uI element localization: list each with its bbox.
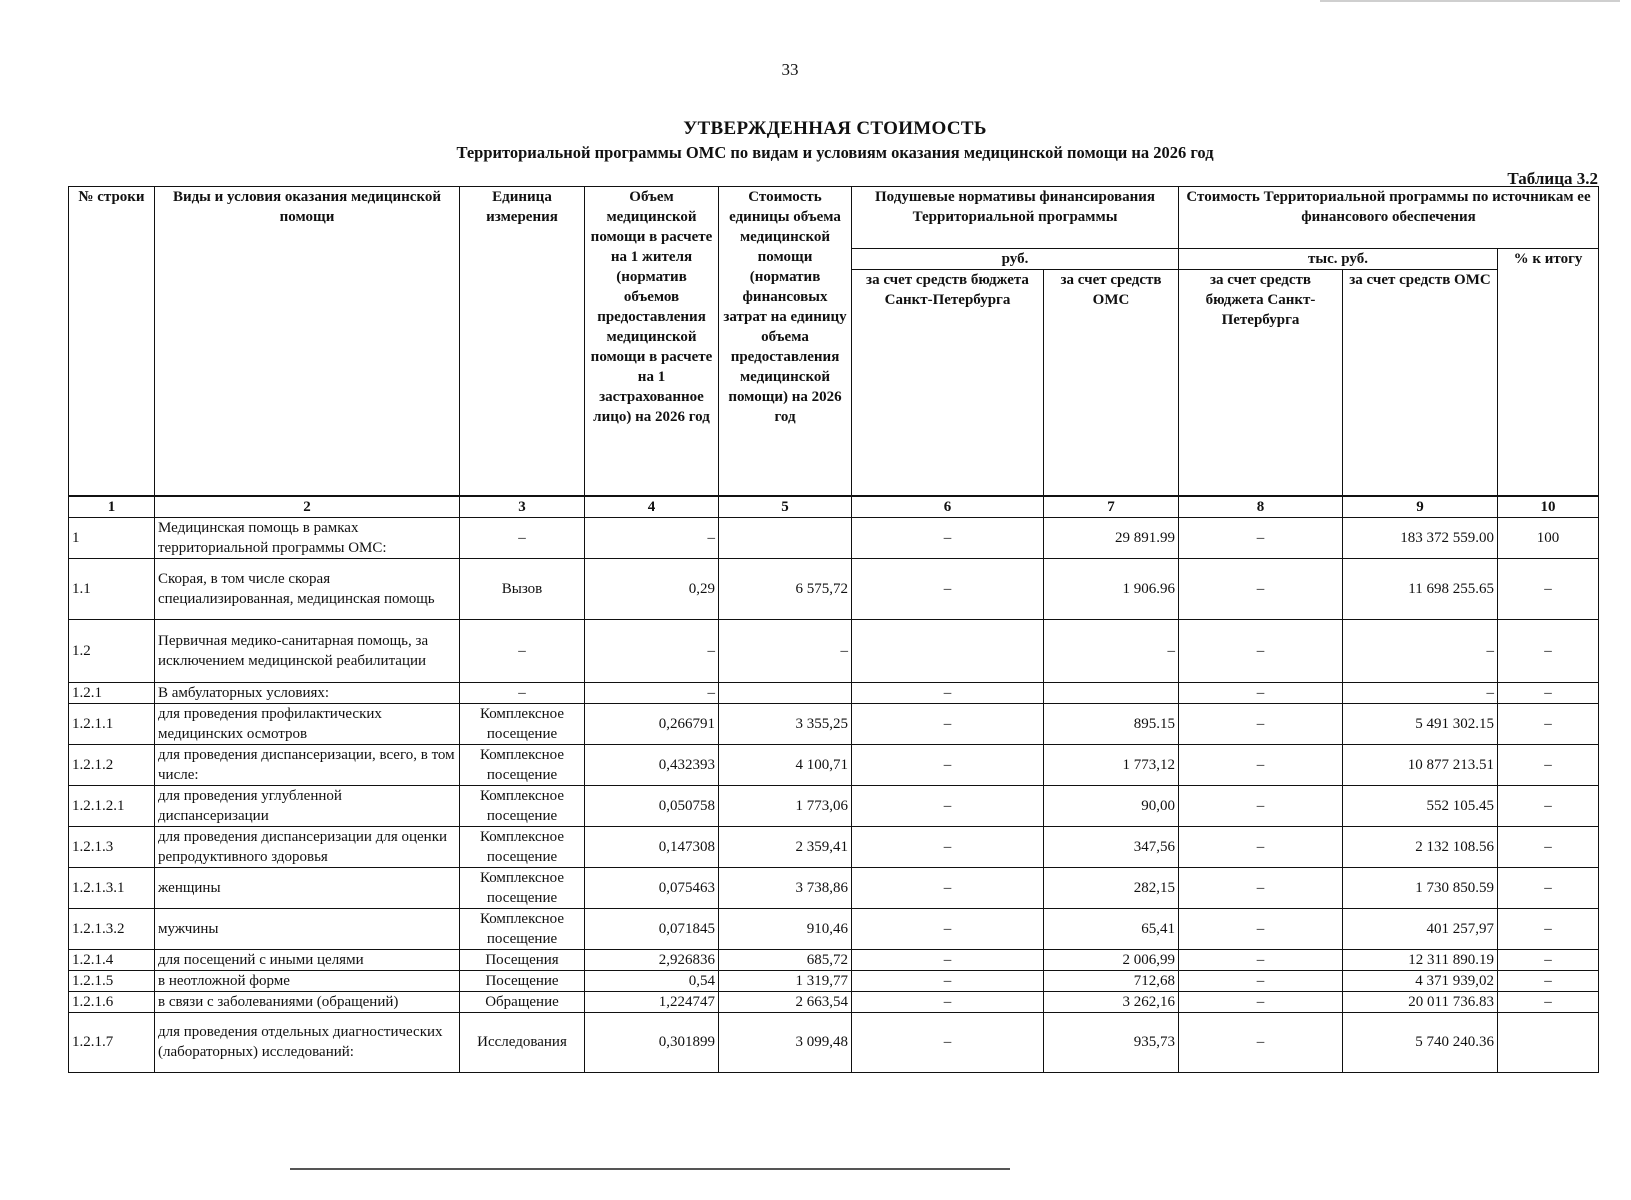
scan-edge-top	[1320, 0, 1620, 2]
row-unit: Посещения	[460, 949, 585, 970]
row-cost-budget: –	[1179, 867, 1343, 908]
row-unit-cost: 2 359,41	[719, 826, 852, 867]
row-cost-budget: –	[1179, 970, 1343, 991]
row-percent: –	[1498, 744, 1599, 785]
row-unit: Комплексное посещение	[460, 785, 585, 826]
row-volume: 0,432393	[585, 744, 719, 785]
row-per-capita-oms: 895.15	[1044, 703, 1179, 744]
row-unit: Комплексное посещение	[460, 908, 585, 949]
column-number: 9	[1343, 496, 1498, 518]
row-per-capita-oms: 935,73	[1044, 1012, 1179, 1072]
row-unit-cost: 3 099,48	[719, 1012, 852, 1072]
row-unit-cost: 4 100,71	[719, 744, 852, 785]
row-number: 1.2.1.2.1	[69, 785, 155, 826]
row-volume: 0,071845	[585, 908, 719, 949]
row-percent: –	[1498, 867, 1599, 908]
row-percent: –	[1498, 826, 1599, 867]
row-unit-cost: 1 319,77	[719, 970, 852, 991]
row-volume: 0,266791	[585, 703, 719, 744]
column-number: 3	[460, 496, 585, 518]
row-unit-cost: 3 738,86	[719, 867, 852, 908]
row-per-capita-budget: –	[852, 785, 1044, 826]
header-kind: Виды и условия оказания медицинской помощи	[155, 187, 460, 496]
row-cost-oms: 5 491 302.15	[1343, 703, 1498, 744]
row-unit: Комплексное посещение	[460, 703, 585, 744]
row-unit: Обращение	[460, 991, 585, 1012]
row-kind: для проведения диспансеризации, всего, в том числе:	[155, 744, 460, 785]
document-subtitle: Территориальной программы ОМС по видам и условиям оказания медицинской помощи на 2026 год	[456, 143, 1214, 162]
row-per-capita-oms: 29 891.99	[1044, 517, 1179, 558]
row-percent: –	[1498, 682, 1599, 703]
row-number: 1.2.1.3.2	[69, 908, 155, 949]
table-label: Таблица 3.2	[1507, 169, 1598, 188]
row-number: 1.2.1.5	[69, 970, 155, 991]
row-per-capita-budget: –	[852, 826, 1044, 867]
row-kind: Медицинская помощь в рамках территориальной программы ОМС:	[155, 517, 460, 558]
row-percent: –	[1498, 619, 1599, 682]
row-volume: 0,54	[585, 970, 719, 991]
row-kind: в неотложной форме	[155, 970, 460, 991]
row-unit-cost: 1 773,06	[719, 785, 852, 826]
row-unit-cost: 685,72	[719, 949, 852, 970]
row-per-capita-budget: –	[852, 1012, 1044, 1072]
table-row	[69, 517, 1599, 558]
row-kind: Скорая, в том числе скорая специализированная, медицинская помощь	[155, 558, 460, 619]
row-number: 1.2.1.1	[69, 703, 155, 744]
row-unit: Посещение	[460, 970, 585, 991]
row-per-capita-oms: 282,15	[1044, 867, 1179, 908]
header-budget-spb-per-capita: за счет средств бюджета Санкт-Петербурга	[852, 270, 1044, 496]
cost-table	[68, 186, 1599, 1073]
table-row	[69, 785, 1599, 826]
row-per-capita-oms: 1 773,12	[1044, 744, 1179, 785]
row-cost-oms: 1 730 850.59	[1343, 867, 1498, 908]
row-unit-cost	[719, 517, 852, 558]
row-unit: Комплексное посещение	[460, 867, 585, 908]
row-volume: –	[585, 682, 719, 703]
row-unit-cost: 910,46	[719, 908, 852, 949]
row-unit-cost: 3 355,25	[719, 703, 852, 744]
header-per-capita-unit: руб.	[852, 249, 1179, 270]
page-number: 33	[781, 60, 799, 79]
row-per-capita-oms: 65,41	[1044, 908, 1179, 949]
table-row	[69, 558, 1599, 619]
table-row	[69, 1012, 1599, 1072]
row-cost-oms: 5 740 240.36	[1343, 1012, 1498, 1072]
row-number: 1.2	[69, 619, 155, 682]
row-kind: женщины	[155, 867, 460, 908]
header-cost: Стоимость единицы объема медицинской помощи (норматив финансовых затрат на единицу объема предоставления медицинской помощи) на 2026 год	[719, 187, 852, 496]
row-unit: –	[460, 517, 585, 558]
row-per-capita-oms: 712,68	[1044, 970, 1179, 991]
table-body	[69, 496, 1599, 1073]
row-unit: Комплексное посещение	[460, 826, 585, 867]
row-percent: –	[1498, 703, 1599, 744]
document-title: УТВЕРЖДЕННАЯ СТОИМОСТЬ	[683, 118, 987, 139]
row-cost-budget: –	[1179, 908, 1343, 949]
row-cost-budget: –	[1179, 826, 1343, 867]
row-per-capita-budget: –	[852, 949, 1044, 970]
header-percent: % к итогу	[1498, 249, 1599, 496]
row-cost-oms: 183 372 559.00	[1343, 517, 1498, 558]
header-oms-cost: за счет средств ОМС	[1343, 270, 1498, 496]
row-cost-oms: 2 132 108.56	[1343, 826, 1498, 867]
row-kind: для проведения углубленной диспансеризации	[155, 785, 460, 826]
column-number-row	[69, 496, 1599, 518]
row-volume: 0,050758	[585, 785, 719, 826]
row-volume: 0,301899	[585, 1012, 719, 1072]
row-number: 1.1	[69, 558, 155, 619]
row-number: 1.2.1	[69, 682, 155, 703]
row-cost-budget: –	[1179, 744, 1343, 785]
row-unit: Вызов	[460, 558, 585, 619]
column-number: 8	[1179, 496, 1343, 518]
row-per-capita-budget: –	[852, 682, 1044, 703]
row-volume: –	[585, 517, 719, 558]
row-cost-oms: –	[1343, 619, 1498, 682]
row-unit: –	[460, 619, 585, 682]
row-kind: Первичная медико-санитарная помощь, за исключением медицинской реабилитации	[155, 619, 460, 682]
table-row	[69, 867, 1599, 908]
table-row	[69, 949, 1599, 970]
row-unit: Исследования	[460, 1012, 585, 1072]
header-unit: Единица измерения	[460, 187, 585, 496]
row-cost-budget: –	[1179, 1012, 1343, 1072]
table-row	[69, 744, 1599, 785]
row-cost-oms: 11 698 255.65	[1343, 558, 1498, 619]
header-program-cost: Стоимость Территориальной программы по источникам ее финансового обеспечения	[1179, 187, 1599, 249]
row-cost-budget: –	[1179, 517, 1343, 558]
row-kind: В амбулаторных условиях:	[155, 682, 460, 703]
column-number: 2	[155, 496, 460, 518]
row-volume: 0,075463	[585, 867, 719, 908]
row-number: 1.2.1.6	[69, 991, 155, 1012]
column-number: 6	[852, 496, 1044, 518]
row-kind: для проведения диспансеризации для оценки репродуктивного здоровья	[155, 826, 460, 867]
row-unit-cost: –	[719, 619, 852, 682]
row-volume: 0,29	[585, 558, 719, 619]
row-percent: –	[1498, 785, 1599, 826]
row-cost-oms: 20 011 736.83	[1343, 991, 1498, 1012]
row-kind: в связи с заболеваниями (обращений)	[155, 991, 460, 1012]
row-number: 1.2.1.4	[69, 949, 155, 970]
header-program-cost-unit: тыс. руб.	[1179, 249, 1498, 270]
table-row	[69, 619, 1599, 682]
row-per-capita-budget: –	[852, 867, 1044, 908]
scan-edge-bottom	[290, 1168, 1010, 1170]
row-percent: –	[1498, 908, 1599, 949]
row-cost-budget: –	[1179, 785, 1343, 826]
row-per-capita-oms: –	[1044, 619, 1179, 682]
row-per-capita-budget: –	[852, 744, 1044, 785]
row-kind: для посещений с иными целями	[155, 949, 460, 970]
row-number: 1.2.1.7	[69, 1012, 155, 1072]
row-unit-cost	[719, 682, 852, 703]
header-per-capita: Подушевые нормативы финансирования Территориальной программы	[852, 187, 1179, 249]
row-cost-oms: 552 105.45	[1343, 785, 1498, 826]
header-volume: Объем медицинской помощи в расчете на 1 жителя (норматив объемов предоставления медицинской помощи в расчете на 1 застрахованное лицо) на 2026 год	[585, 187, 719, 496]
table-row	[69, 826, 1599, 867]
row-unit-cost: 2 663,54	[719, 991, 852, 1012]
row-percent	[1498, 1012, 1599, 1072]
table-row	[69, 970, 1599, 991]
row-per-capita-budget: –	[852, 908, 1044, 949]
column-number: 4	[585, 496, 719, 518]
row-per-capita-oms: 1 906.96	[1044, 558, 1179, 619]
row-cost-budget: –	[1179, 682, 1343, 703]
row-cost-oms: –	[1343, 682, 1498, 703]
row-per-capita-oms: 3 262,16	[1044, 991, 1179, 1012]
table-row	[69, 908, 1599, 949]
row-number: 1.2.1.3	[69, 826, 155, 867]
row-per-capita-budget: –	[852, 558, 1044, 619]
row-cost-budget: –	[1179, 991, 1343, 1012]
row-unit: Комплексное посещение	[460, 744, 585, 785]
row-per-capita-oms: 2 006,99	[1044, 949, 1179, 970]
row-volume: 0,147308	[585, 826, 719, 867]
row-unit: –	[460, 682, 585, 703]
row-cost-oms: 4 371 939,02	[1343, 970, 1498, 991]
row-per-capita-budget: –	[852, 517, 1044, 558]
row-percent: –	[1498, 949, 1599, 970]
header-row-no: № строки	[69, 187, 155, 496]
row-kind: мужчины	[155, 908, 460, 949]
row-per-capita-budget: –	[852, 970, 1044, 991]
row-percent: 100	[1498, 517, 1599, 558]
row-per-capita-budget	[852, 619, 1044, 682]
header-budget-spb-cost: за счет средств бюджета Санкт-Петербурга	[1179, 270, 1343, 496]
row-cost-budget: –	[1179, 949, 1343, 970]
table-row	[69, 682, 1599, 703]
column-number: 1	[69, 496, 155, 518]
row-unit-cost: 6 575,72	[719, 558, 852, 619]
row-percent: –	[1498, 991, 1599, 1012]
row-cost-budget: –	[1179, 558, 1343, 619]
table-row	[69, 703, 1599, 744]
row-percent: –	[1498, 558, 1599, 619]
row-number: 1.2.1.3.1	[69, 867, 155, 908]
row-cost-budget: –	[1179, 703, 1343, 744]
row-per-capita-budget: –	[852, 703, 1044, 744]
row-per-capita-budget: –	[852, 991, 1044, 1012]
row-per-capita-oms: 90,00	[1044, 785, 1179, 826]
row-percent: –	[1498, 970, 1599, 991]
row-kind: для проведения профилактических медицинских осмотров	[155, 703, 460, 744]
row-volume: 1,224747	[585, 991, 719, 1012]
row-cost-budget: –	[1179, 619, 1343, 682]
row-per-capita-oms	[1044, 682, 1179, 703]
table-row	[69, 991, 1599, 1012]
row-cost-oms: 10 877 213.51	[1343, 744, 1498, 785]
row-volume: –	[585, 619, 719, 682]
row-number: 1	[69, 517, 155, 558]
row-kind: для проведения отдельных диагностических (лабораторных) исследований:	[155, 1012, 460, 1072]
row-per-capita-oms: 347,56	[1044, 826, 1179, 867]
row-volume: 2,926836	[585, 949, 719, 970]
column-number: 10	[1498, 496, 1599, 518]
header-oms-per-capita: за счет средств ОМС	[1044, 270, 1179, 496]
row-cost-oms: 12 311 890.19	[1343, 949, 1498, 970]
column-number: 7	[1044, 496, 1179, 518]
row-cost-oms: 401 257,97	[1343, 908, 1498, 949]
row-number: 1.2.1.2	[69, 744, 155, 785]
column-number: 5	[719, 496, 852, 518]
